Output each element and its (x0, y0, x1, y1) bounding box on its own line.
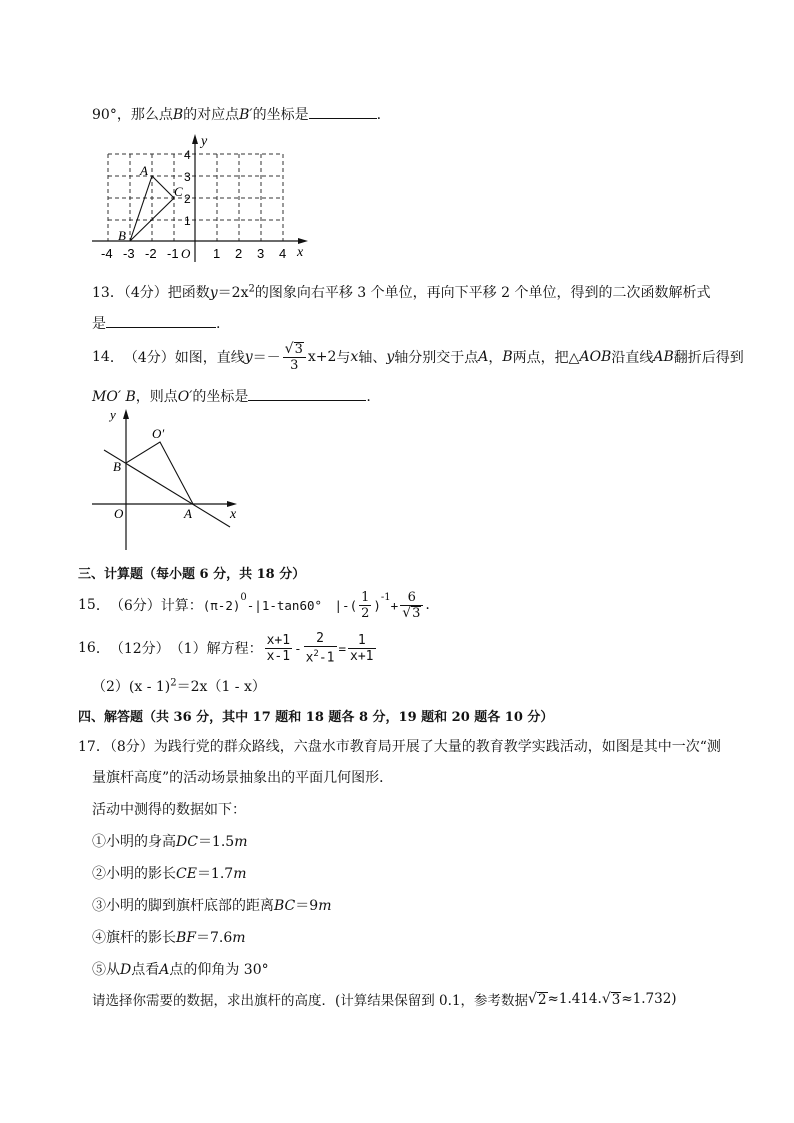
point-o-prime-label: O′ (152, 426, 165, 441)
q13-line1: 13．（4分）把函数$y=2x^2$的图象向右平移 3 个单位，再向下平移 2 个单位，得到的二次函数解析式 (92, 283, 711, 301)
y-tick: 1 (184, 214, 191, 228)
list-item: ⑤从D点看A点的仰角为 30° (92, 962, 269, 978)
y-arrow-icon (123, 409, 129, 419)
list-item: ④旗杆的影长BF＝7.6m (92, 930, 246, 946)
folded-edges (126, 442, 193, 504)
point-b-label: B (113, 459, 121, 474)
q16-line1: 16 ． （12分） （1）解方程： $\frac{x+1}{x-1}$ - $\frac{2}{x^2-1}$ = $\frac{1}{x+1}$ (78, 630, 374, 666)
list-item: ②小明的影长CE＝1.7m (92, 866, 247, 882)
x-axis-label: x (297, 245, 304, 260)
x-tick: -4 (101, 246, 113, 261)
point-a-label: A (184, 506, 192, 521)
point-a-label: A (140, 163, 148, 178)
x-tick: -2 (145, 246, 157, 261)
answer-blank-13[interactable] (106, 315, 216, 328)
y-tick: 3 (184, 170, 191, 184)
sqrt3-over-3: $\frac{√3}{3}$ (283, 342, 306, 373)
y-arrow-icon (192, 134, 198, 144)
q17-line1: 17．（8分）为践行党的群众路线，六盘水市教育局开展了大量的教育教学实践活动，如图是其中一次“测 (78, 739, 721, 755)
x-axis-label: x (230, 507, 237, 522)
y-tick: 2 (184, 192, 191, 206)
section-3-title: 三、计算题（每小题 6 分，共 18 分） (78, 567, 306, 582)
answer-blank-12[interactable] (309, 106, 377, 119)
y-tick: 4 (184, 148, 191, 162)
q13-line2: 是 . (92, 316, 221, 332)
q17-line2: 量旗杆高度”的活动场景抽象出的平面几何图形． (92, 770, 394, 786)
x-tick: 2 (235, 246, 243, 261)
q14-line2: MO′ B，则点O′的坐标是 . (92, 389, 371, 405)
section-4-title: 四、解答题（共 36 分，其中 17 题和 18 题各 8 分，19 题和 20 题各 10 分） (78, 710, 554, 725)
point-c-label: C (174, 184, 183, 199)
x-arrow-icon (298, 238, 308, 244)
q15-line: 15 ． （6分） 计算： (π-2) $^0$ -|1-tan60° |-( $\frac{1}{2}$ ) $^{-1}$ + $\frac{6}{√3}$ . (78, 589, 430, 621)
var-b-prime: B′ (239, 107, 253, 123)
list-item: ①小明的身高DC＝1.5m (92, 834, 248, 850)
point-b-label: B (118, 228, 126, 243)
origin-label: O (114, 506, 124, 521)
q14-line1: 14 ． （4分） 如图，直线 y ＝－ $\frac{√3}{3}$ x+2 与 x 轴、 y 轴分别交于点 A ， B 两点，把△ AOB 沿直线 AB 翻折后得到 (92, 340, 744, 373)
fold-figure (88, 404, 248, 554)
q12-line: 90°，那么点B的对应点B′的坐标是 . (92, 107, 382, 123)
q17-intro: 活动中测得的数据如下： (92, 802, 246, 818)
list-item: ③小明的脚到旗杆底部的距离BC＝9m (92, 898, 332, 914)
x-tick: 4 (279, 246, 287, 261)
q17-final: 请选择你需要的数据，求出旗杆的高度．(计算结果保留到 0.1，参考数据 √ 2 ≈1.414. √ 3 ≈1.732) (92, 991, 677, 1009)
answer-blank-14[interactable] (248, 388, 366, 401)
x-tick: -3 (123, 246, 135, 261)
grid-figure (86, 130, 318, 264)
var-b: B (172, 107, 184, 123)
y-axis-label: y (201, 134, 208, 149)
y-axis-label: y (110, 407, 116, 422)
origin-label: O (181, 246, 191, 261)
x-tick: 1 (213, 246, 221, 261)
x-tick: -1 (167, 246, 179, 261)
x-tick: 3 (257, 246, 265, 261)
q16-line2: （2）(x - 1)$^2$＝2x（1 - x） (92, 677, 266, 695)
